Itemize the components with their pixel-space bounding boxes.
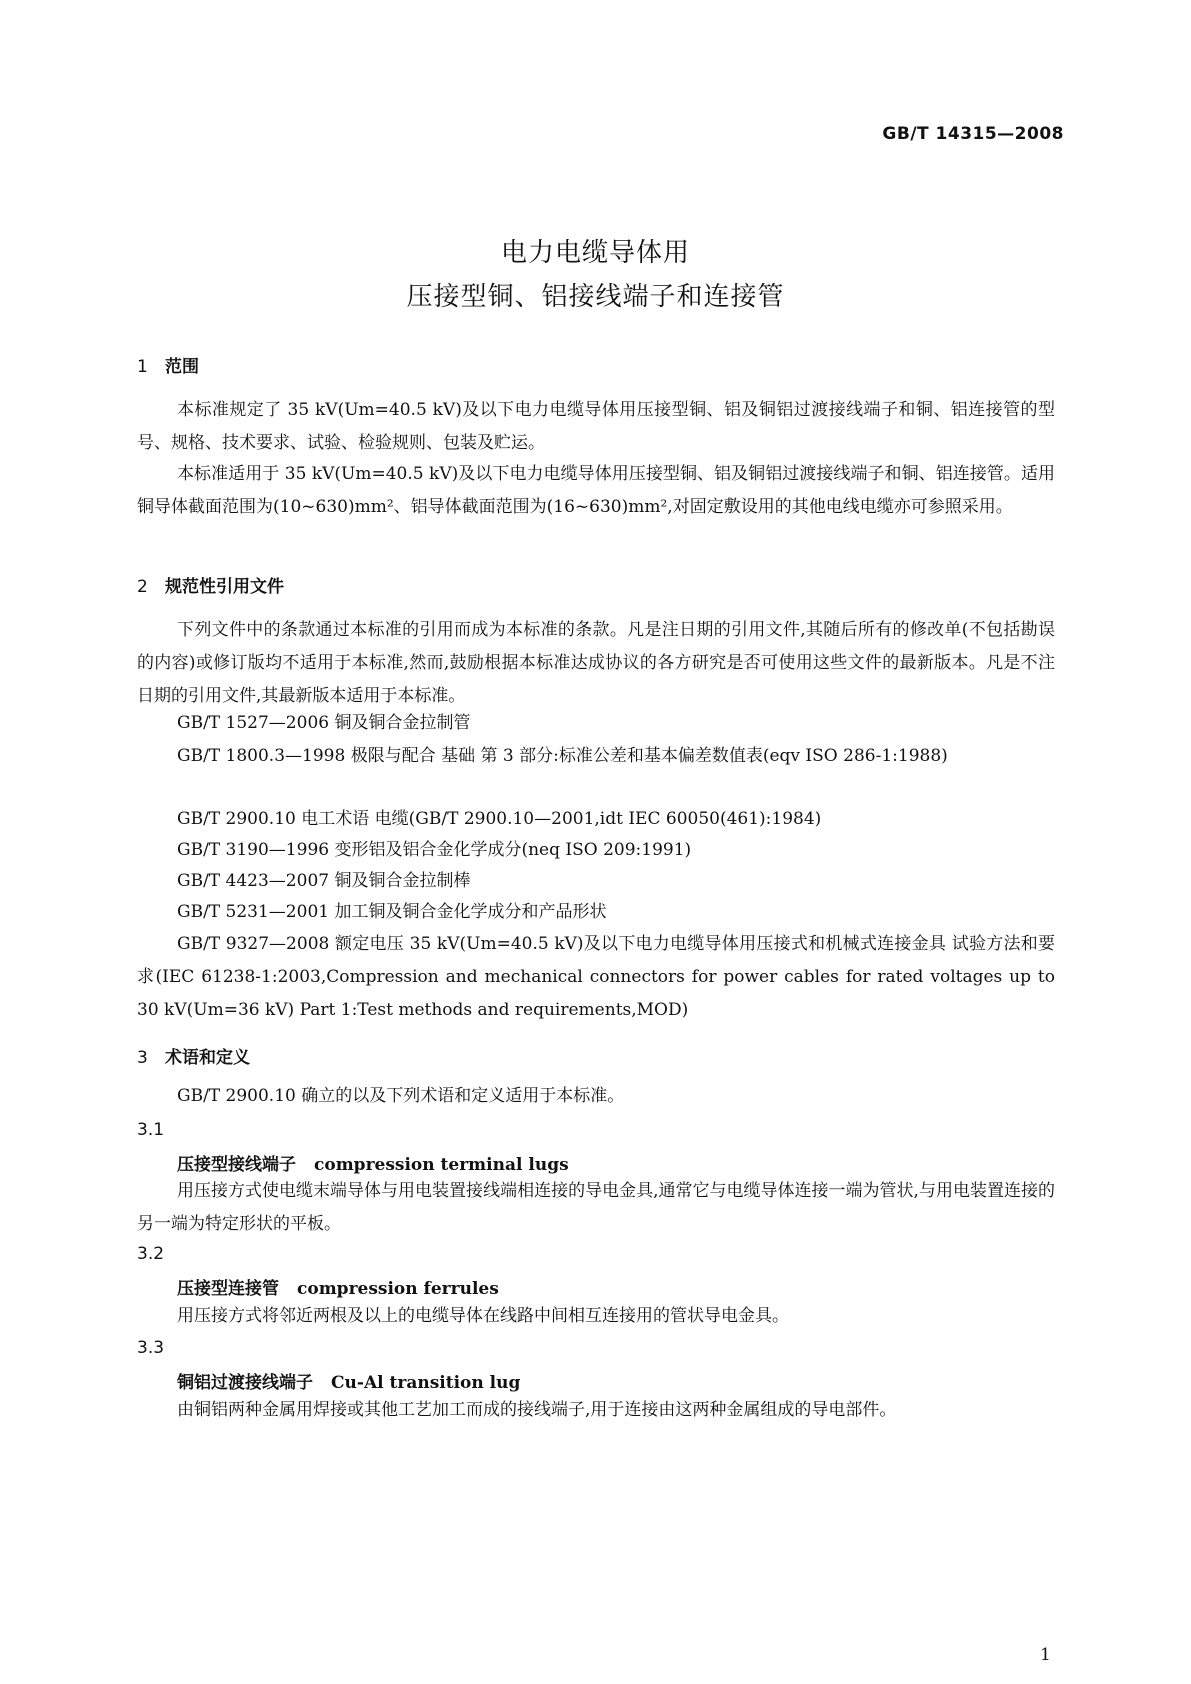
reference-item: GB/T 9327—2008 额定电压 35 kV(Um=40.5 kV)及以下电力电缆导体用压接式和机械式连接金具 试验方法和要求(IEC 61238-1:2003,Compression and mechanical connectors for power cables for rated voltages up to 30 kV(Um=36 kV) Part 1:Test methods and requirements,MOD) xyxy=(137,934,1055,1020)
term-definition: 用压接方式将邻近两根及以上的电缆导体在线路中间相互连接用的管状导电金具。 xyxy=(177,1306,789,1326)
term-heading xyxy=(177,1150,569,1175)
term-chinese: 压接型接线端子 xyxy=(177,1155,296,1175)
clause-number: 3.3 xyxy=(137,1338,165,1358)
term-english: Cu-Al transition lug xyxy=(331,1373,521,1393)
section-title: 范围 xyxy=(165,357,199,377)
section-title: 规范性引用文件 xyxy=(165,577,284,597)
section-3-heading xyxy=(137,1043,250,1068)
section-2-heading xyxy=(137,572,284,597)
term-chinese: 压接型连接管 xyxy=(177,1279,279,1299)
section-1-heading xyxy=(137,352,199,377)
term-english: compression terminal lugs xyxy=(314,1155,569,1175)
section-number: 1 xyxy=(137,357,148,377)
clause-number: 3.2 xyxy=(137,1244,165,1264)
term-definition: 用压接方式使电缆末端导体与用电装置接线端相连接的导电金具,通常它与电缆导体连接一端为管状,与用电装置连接的另一端为特定形状的平板。 xyxy=(137,1181,1055,1234)
section-number: 2 xyxy=(137,577,148,597)
page-number: 1 xyxy=(1040,1645,1051,1665)
reference-item: GB/T 2900.10 电工术语 电缆(GB/T 2900.10—2001,idt IEC 60050(461):1984) xyxy=(177,809,822,829)
reference-item: GB/T 4423—2007 铜及铜合金拉制棒 xyxy=(177,871,471,891)
reference-item: GB/T 1800.3—1998 极限与配合 基础 第 3 部分:标准公差和基本偏差数值表(eqv ISO 286-1:1988) xyxy=(177,746,948,766)
term-chinese: 铜铝过渡接线端子 xyxy=(177,1373,313,1393)
section-2-intro: 下列文件中的条款通过本标准的引用而成为本标准的条款。凡是注日期的引用文件,其随后所有的修改单(不包括勘误的内容)或修订版均不适用于本标准,然而,鼓励根据本标准达成协议的各方研究是否可使用这些文件的最新版本。凡是不注日期的引用文件,其最新版本适用于本标准。 xyxy=(137,620,1055,706)
section-1-paragraph-1: 本标准规定了 35 kV(Um=40.5 kV)及以下电力电缆导体用压接型铜、铝及铜铝过渡接线端子和铜、铝连接管的型号、规格、技术要求、试验、检验规则、包装及贮运。 xyxy=(137,400,1055,453)
term-heading xyxy=(177,1274,499,1299)
section-title: 术语和定义 xyxy=(165,1048,250,1068)
term-definition: 由铜铝两种金属用焊接或其他工艺加工而成的接线端子,用于连接由这两种金属组成的导电部件。 xyxy=(177,1400,897,1420)
standard-code: GB/T 14315—2008 xyxy=(882,124,1064,144)
section-number: 3 xyxy=(137,1048,148,1068)
term-heading xyxy=(177,1368,520,1393)
section-3-intro: GB/T 2900.10 确立的以及下列术语和定义适用于本标准。 xyxy=(177,1086,625,1106)
reference-item: GB/T 1527—2006 铜及铜合金拉制管 xyxy=(177,713,471,733)
section-1-paragraph-2: 本标准适用于 35 kV(Um=40.5 kV)及以下电力电缆导体用压接型铜、铝及铜铝过渡接线端子和铜、铝连接管。适用铜导体截面范围为(10~630)mm²、铝导体截面范围为(16~630)mm²,对固定敷设用的其他电线电缆亦可参照采用。 xyxy=(137,464,1055,517)
document-title-line2: 压接型铜、铝接线端子和连接管 xyxy=(406,282,785,312)
clause-number: 3.1 xyxy=(137,1120,165,1140)
term-english: compression ferrules xyxy=(297,1279,499,1299)
reference-item: GB/T 3190—1996 变形铝及铝合金化学成分(neq ISO 209:1991) xyxy=(177,840,692,860)
reference-item: GB/T 5231—2001 加工铜及铜合金化学成分和产品形状 xyxy=(177,902,607,922)
document-title-line1: 电力电缆导体用 xyxy=(500,238,690,268)
